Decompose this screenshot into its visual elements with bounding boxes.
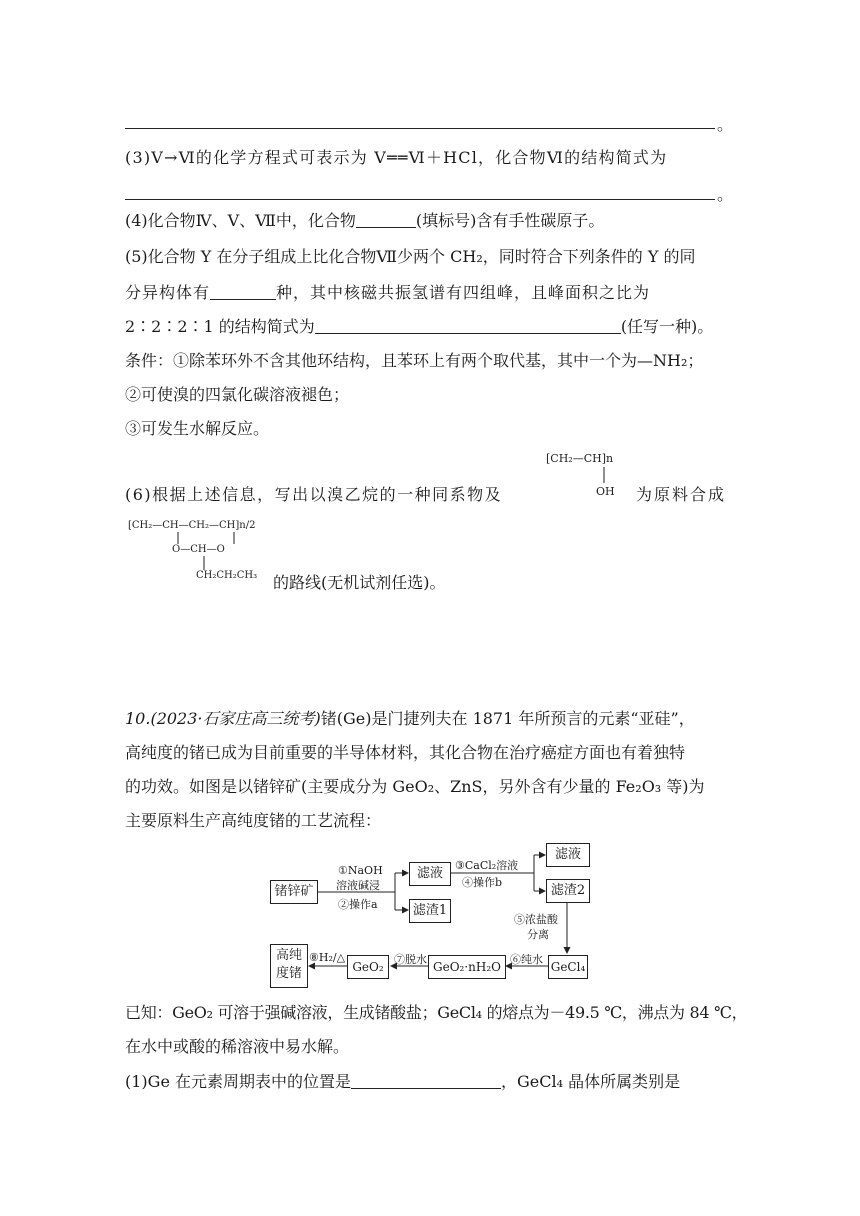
polyvinyl-alcohol-structure-top: [CH₂—CH]n <box>546 452 614 465</box>
label-step3: ③CaCl₂溶液 <box>455 859 519 872</box>
node-residue1: 滤渣1 <box>409 899 451 923</box>
q5-ratio-text: 2∶2∶2∶1 的结构简式为 <box>125 317 315 336</box>
label-step5b: 分离 <box>527 928 549 941</box>
q10-part1-post: ，GeCl₄ 晶体所属类别是 <box>501 1072 681 1091</box>
product-line-1: 高纯 <box>275 948 302 963</box>
q10-line3: 的功效。如图是以锗锌矿(主要成分为 GeO₂、ZnS，另外含有少量的 Fe₂O₃ 等)为 <box>125 777 705 796</box>
target-polymer-bottom: CH₂CH₂CH₃ <box>196 570 258 581</box>
end-mark-2: 。 <box>717 185 734 204</box>
q4-text-pre: (4)化合物Ⅳ、Ⅴ、Ⅶ中，化合物 <box>125 211 356 230</box>
q10-line4: 主要原料生产高纯度锗的工艺流程： <box>125 811 382 830</box>
position-answer-blank[interactable] <box>351 1072 501 1089</box>
q5-text-pre: 分异构体有 <box>125 283 211 302</box>
label-step1b: 溶液碱浸 <box>336 879 380 892</box>
node-hydrate: GeO₂·nH₂O <box>428 955 506 979</box>
q9-part3: (3)Ⅴ→Ⅵ的化学方程式可表示为 Ⅴ══Ⅵ＋HCl，化合物Ⅵ的结构简式为 <box>125 148 668 167</box>
q9-part6-pre: (6)根据上述信息，写出以溴乙烷的一种同系物及 <box>125 485 503 504</box>
polyvinyl-alcohol-structure-oh: OH <box>596 485 615 498</box>
label-step7: ⑦脱水 <box>394 953 427 966</box>
condition-3: ③可发生水解反应。 <box>125 419 270 438</box>
node-residue2: 滤渣2 <box>546 879 590 903</box>
q10-source: 10.(2023·石家庄高三统考) <box>125 709 321 728</box>
q10-intro: 锗(Ge)是门捷列夫在 1871 年所预言的元素“亚硅”， <box>320 709 695 728</box>
label-step5a: ⑤浓盐酸 <box>514 913 558 926</box>
q9-part6-post: 为原料合成 <box>636 485 727 504</box>
label-step4: ④操作b <box>462 876 503 889</box>
node-gecl4: GeCl₄ <box>548 955 588 979</box>
known-info-1: 已知：GeO₂ 可溶于强碱溶液，生成锗酸盐；GeCl₄ 的熔点为－49.5 ℃，沸点为 84 ℃， <box>125 1003 748 1022</box>
q9-part6-end: 的路线(无机试剂任选)。 <box>273 573 446 592</box>
product-line-2: 度锗 <box>275 966 302 981</box>
end-mark-1: 。 <box>717 115 734 134</box>
q5-end-text: (任写一种)。 <box>620 317 714 336</box>
q10-part1 <box>125 1071 680 1093</box>
condition-1: 条件：①除苯环外不含其他环结构，且苯环上有两个取代基，其中一个为—NH₂； <box>125 351 704 370</box>
target-polymer-mid: O—CH—O <box>172 544 225 555</box>
label-step1a: ①NaOH <box>338 864 383 877</box>
known-info-2: 在水中或酸的稀溶液中易水解。 <box>125 1037 350 1056</box>
label-step2: ②操作a <box>338 898 378 911</box>
node-ore: 锗锌矿 <box>270 880 318 904</box>
q10-part1-pre: (1)Ge 在元素周期表中的位置是 <box>125 1072 352 1091</box>
node-product <box>270 944 308 988</box>
q4-text-post: (填标号)含有手性碳原子。 <box>415 211 605 230</box>
condition-2: ②可使溴的四氯化碳溶液褪色； <box>125 385 350 404</box>
label-step6: ⑥纯水 <box>510 953 543 966</box>
node-filtrate2: 滤液 <box>546 843 590 867</box>
label-step8: ⑧H₂/△ <box>309 951 346 964</box>
q9-part5-line1: (5)化合物 Y 在分子组成上比化合物Ⅶ少两个 CH₂，同时符合下列条件的 Y 的同 <box>125 247 696 266</box>
node-geo2: GeO₂ <box>347 955 389 979</box>
q10-line2: 高纯度的锗已成为目前重要的半导体材料，其化合物在治疗癌症方面也有着独特 <box>125 743 686 762</box>
node-filtrate1: 滤液 <box>409 862 451 886</box>
target-polymer-top: [CH₂—CH—CH₂—CH]n/2 <box>128 520 256 531</box>
q5-text-post: 种，其中核磁共振氢谱有四组峰，且峰面积之比为 <box>276 283 651 302</box>
